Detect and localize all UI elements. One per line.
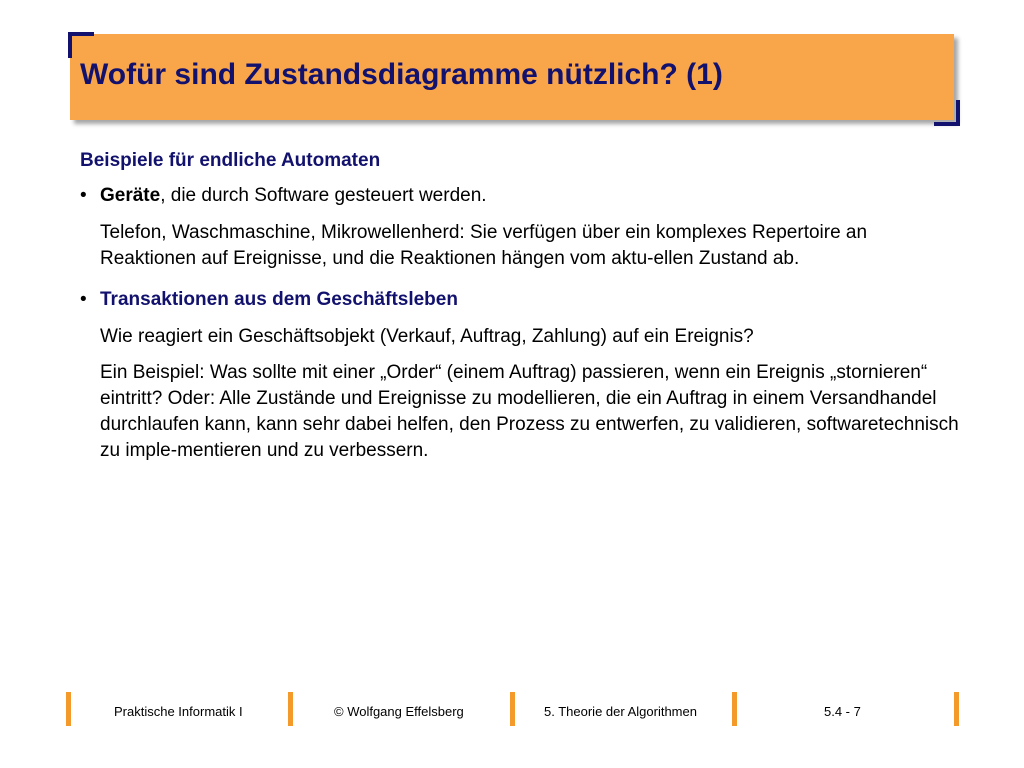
footer-course: Praktische Informatik I xyxy=(114,704,243,719)
footer-divider xyxy=(66,692,71,726)
slide-title: Wofür sind Zustandsdiagramme nützlich? (1) xyxy=(80,58,723,91)
bullet-transactions-strong: Transaktionen aus dem Geschäftsleben xyxy=(100,289,458,310)
footer-chapter: 5. Theorie der Algorithmen xyxy=(544,704,697,719)
devices-detail: Telefon, Waschmaschine, Mikrowellenherd: Sie verfügen über ein komplexes Repertoire an Reaktionen auf Ereignisse, und die Reaktionen hängen vom aktu-ellen Zustand ab. xyxy=(100,222,868,269)
title-corner-top-left xyxy=(68,32,94,58)
slide-footer xyxy=(0,690,1024,734)
slide-content xyxy=(80,150,960,474)
footer-divider xyxy=(732,692,737,726)
footer-divider xyxy=(288,692,293,726)
bullet-devices-rest: , die durch Software gesteuert werden. xyxy=(160,185,487,206)
bullet-devices-strong: Geräte xyxy=(100,185,161,206)
title-corner-bottom-right xyxy=(934,100,960,126)
bullet-transactions xyxy=(80,288,960,312)
footer-divider xyxy=(510,692,515,726)
footer-divider xyxy=(954,692,959,726)
footer-page-number: 5.4 - 7 xyxy=(824,704,861,719)
transactions-example: Ein Beispiel: Was sollte mit einer „Order“ (einem Auftrag) passieren, wenn ein Ereignis „stornieren“ eintritt? Oder: Alle Zustände und Ereignisse zu modellieren, die ein Auftrag in einem Versandhandel durchlaufen kann, kann sehr dabei helfen, den Prozess zu entwerfen, zu validieren, softwaretechnisch zu imple-mentieren und zu verbessern. xyxy=(100,362,959,461)
footer-author: © Wolfgang Effelsberg xyxy=(334,704,464,719)
section-heading: Beispiele für endliche Automaten xyxy=(80,150,381,171)
transactions-question: Wie reagiert ein Geschäftsobjekt (Verkauf, Auftrag, Zahlung) auf ein Ereignis? xyxy=(100,326,754,347)
bullet-devices xyxy=(80,184,960,208)
